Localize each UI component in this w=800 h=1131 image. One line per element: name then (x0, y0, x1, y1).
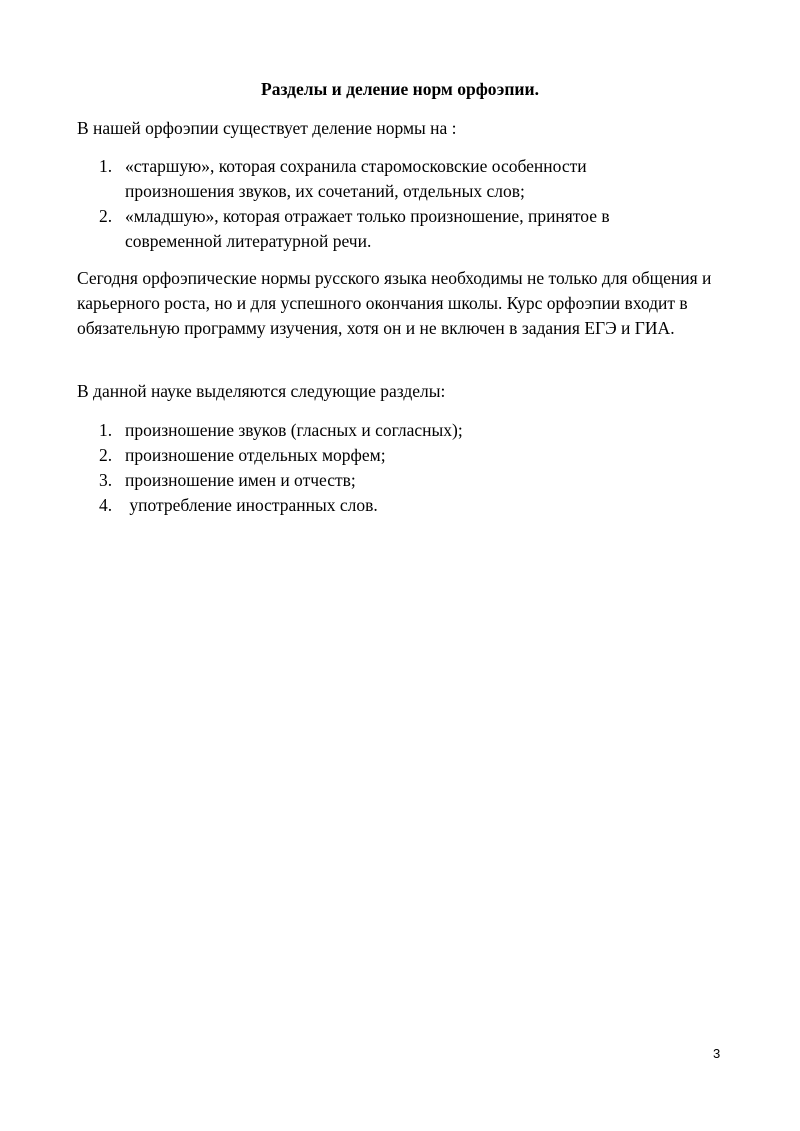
list-item (77, 443, 697, 468)
list-item-text: «младшую», которая отражает только произношение, принятое в современной литературной речи. (125, 206, 610, 251)
list-item-text: произношение звуков (гласных и согласных); (125, 420, 463, 440)
sections-list (77, 418, 697, 518)
intro-paragraph: В нашей орфоэпии существует деление нормы на : (77, 118, 457, 138)
list-item (77, 468, 697, 493)
list-item (77, 418, 697, 443)
list-item-number: 1. (99, 420, 113, 440)
list-item (77, 204, 697, 254)
list-item-number: 4. (99, 495, 113, 515)
list-item (77, 493, 697, 518)
list-item-number: 1. (99, 156, 113, 176)
body-paragraph: Сегодня орфоэпические нормы русского языка необходимы не только для общения и карьерного роста, но и для успешного окончания школы. Курс орфоэпии входит в обязательную программу изучения, хотя он и не включен в задания ЕГЭ и ГИА. (77, 268, 712, 338)
document-title: Разделы и деление норм орфоэпии. (261, 79, 539, 99)
sections-intro-paragraph: В данной науке выделяются следующие разделы: (77, 381, 446, 401)
list-item-number: 2. (99, 206, 113, 226)
list-item-text: «старшую», которая сохранила старомосковские особенности произношения звуков, их сочетаний, отдельных слов; (125, 156, 587, 201)
list-item-text: произношение имен и отчеств; (125, 470, 356, 490)
list-item-number: 2. (99, 445, 113, 465)
list-item-number: 3. (99, 470, 113, 490)
list-item-text: употребление иностранных слов. (125, 495, 378, 515)
list-item (77, 154, 697, 204)
norm-types-list (77, 154, 697, 254)
list-item-text: произношение отдельных морфем; (125, 445, 386, 465)
page-number: 3 (713, 1046, 721, 1061)
